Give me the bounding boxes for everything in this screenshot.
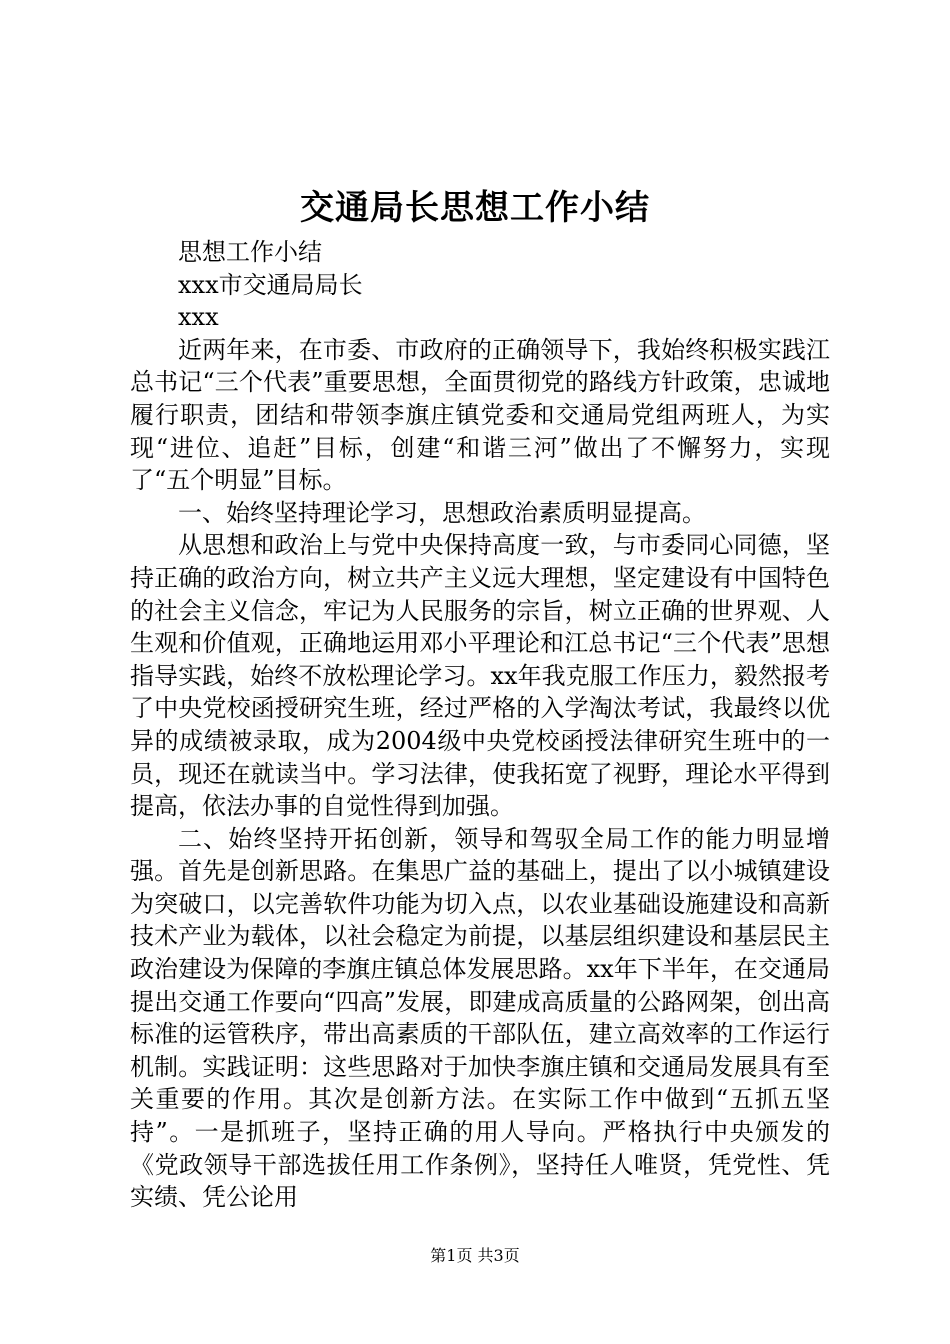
author-paragraph: xxx市交通局局长 [178, 270, 363, 299]
section-2-paragraph: 二、始终坚持开拓创新，领导和驾驭全局工作的能力明显增强。首先是创新思路。在集思广益的基础上，提出了以小城镇建设为突破口，以完善软件功能为切入点，以农业基础设施建设和高新技术产业为载体，以社会稳定为前提，以基层组织建设和基层民主政治建设为保障的李旗庄镇总体发展思路。xx年下半年，在交通局提出交通工作要向“四高”发展，即建成高质量的公路网架，创出高标准的运管秩序，带出高素质的干部队伍，建立高效率的工作运行机制。实践证明：这些思路对于加快李旗庄镇和交通局发展具有至关重要的作用。其次是创新方法。在实际工作中做到“五抓五坚持”。一是抓班子，坚持正确的用人导向。严格执行中央颁发的《党政领导干部选拔任用工作条例》，坚持任人唯贤，凭党性、凭实绩、凭公论用 [130, 824, 830, 1212]
intro-paragraph: 近两年来，在市委、市政府的正确领导下，我始终积极实践江总书记“三个代表”重要思想，全面贯彻党的路线方针政策，忠诚地履行职责，团结和带领李旗庄镇党委和交通局党组两班人，为实现“进位、追赶”目标，创建“和谐三河”做出了不懈努力，实现了“五个明显”目标。 [130, 335, 830, 495]
subtitle-paragraph: 思想工作小结 [178, 238, 322, 266]
author-name-paragraph: xxx [178, 303, 219, 332]
section-heading-1: 一、始终坚持理论学习，思想政治素质明显提高。 [178, 498, 706, 527]
section-1-paragraph: 从思想和政治上与党中央保持高度一致，与市委同心同德，坚持正确的政治方向，树立共产主义远大理想，坚定建设有中国特色的社会主义信念，牢记为人民服务的宗旨，树立正确的世界观、人生观和价值观，正确地运用邓小平理论和江总书记“三个代表”思想指导实践，始终不放松理论学习。xx年我克服工作压力，毅然报考了中央党校函授研究生班，经过严格的入学淘汰考试，我最终以优异的成绩被录取，成为2004级中央党校函授法律研究生班中的一员，现还在就读当中。学习法律，使我拓宽了视野，理论水平得到提高，依法办事的自觉性得到加强。 [130, 531, 830, 821]
page-footer: 第1页 共3页 [430, 1246, 520, 1265]
document-body [130, 236, 830, 1214]
document-title: 交通局长思想工作小结 [300, 188, 650, 228]
